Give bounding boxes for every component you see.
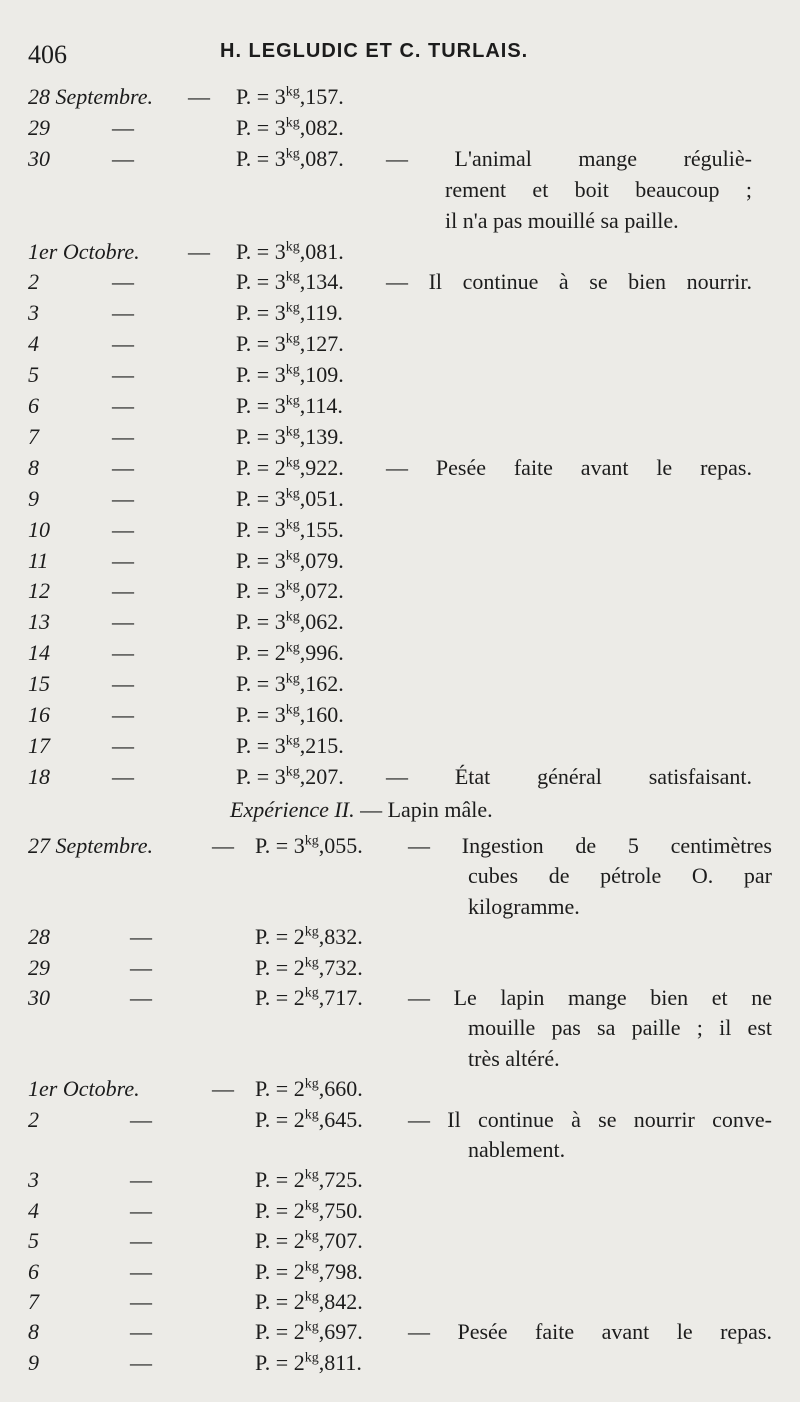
weight-suffix: ,109. xyxy=(299,362,344,388)
weight-value xyxy=(236,269,344,295)
ditto-dash: — xyxy=(130,1228,152,1254)
entry-date: 27 Septembre. xyxy=(28,833,154,858)
weight-suffix: ,055. xyxy=(318,833,363,858)
weight-value xyxy=(236,362,344,388)
weight-prefix: P. = 2 xyxy=(255,1319,305,1345)
log-line xyxy=(0,331,800,361)
weight-prefix: P. = 3 xyxy=(236,393,286,418)
weight-prefix: P. = 3 xyxy=(236,516,286,542)
kg-unit: kg xyxy=(285,331,300,347)
entry-date: 11 xyxy=(28,547,49,573)
weight-prefix: P. = 2 xyxy=(255,1228,305,1254)
kg-unit: kg xyxy=(285,270,300,286)
entry-note: — L'animal mange réguliè- xyxy=(386,145,752,171)
weight-prefix: P. = 2 xyxy=(255,985,305,1010)
entry-date: 4 xyxy=(28,331,39,357)
ditto-dash: — xyxy=(112,423,134,449)
weight-value xyxy=(236,764,344,790)
log-line xyxy=(0,208,800,238)
weight-value xyxy=(255,1076,363,1102)
log-line xyxy=(0,924,800,954)
weight-suffix: ,155. xyxy=(299,516,344,542)
weight-value xyxy=(255,955,363,981)
weight-value xyxy=(236,702,344,728)
weight-value xyxy=(255,924,363,950)
weight-prefix: P. = 3 xyxy=(236,145,286,171)
kg-unit: kg xyxy=(304,985,319,1001)
ditto-dash: — xyxy=(188,84,210,109)
log-line xyxy=(0,300,800,330)
log-line xyxy=(0,1015,800,1045)
entry-date: 3 xyxy=(28,300,39,326)
weight-prefix: P. = 3 xyxy=(236,362,286,388)
kg-unit: kg xyxy=(304,1259,319,1275)
kg-unit: kg xyxy=(304,1320,319,1336)
weight-value xyxy=(236,517,344,543)
entry-note: — État général satisfaisant. xyxy=(386,763,752,789)
entry-note: nablement. xyxy=(468,1137,566,1162)
experiment-subject: Lapin mâle. xyxy=(387,797,493,822)
kg-unit: kg xyxy=(285,702,300,718)
entry-date: 16 xyxy=(28,702,50,727)
experiment-title: Expérience II. xyxy=(230,797,355,822)
weight-value xyxy=(255,1289,363,1315)
weight-value xyxy=(255,985,363,1011)
ditto-dash: — xyxy=(112,331,134,357)
entry-date: 3 xyxy=(28,1167,39,1193)
weight-value xyxy=(236,84,344,110)
weight-suffix: ,051. xyxy=(299,485,344,511)
entry-date: 7 xyxy=(28,1289,39,1314)
ditto-dash: — xyxy=(112,454,134,480)
ditto-dash: — xyxy=(112,362,134,388)
log-line xyxy=(0,985,800,1015)
weight-value xyxy=(255,1167,363,1193)
entry-date: 8 xyxy=(28,1319,39,1345)
weight-prefix: P. = 3 xyxy=(236,238,286,264)
kg-unit: kg xyxy=(285,764,300,780)
log-line xyxy=(0,424,800,454)
experiment-2-heading xyxy=(0,797,800,827)
weight-value xyxy=(236,578,344,604)
weight-prefix: P. = 2 xyxy=(255,1106,305,1132)
weight-value xyxy=(255,1228,363,1254)
weight-suffix: ,842. xyxy=(318,1289,363,1314)
log-line xyxy=(0,1137,800,1167)
weight-prefix: P. = 2 xyxy=(255,1349,305,1375)
entry-date: 2 xyxy=(28,269,39,295)
weight-prefix: P. = 3 xyxy=(236,732,286,758)
weight-value xyxy=(255,1198,363,1224)
weight-prefix: P. = 3 xyxy=(236,423,286,449)
weight-suffix: ,207. xyxy=(299,763,344,789)
ditto-dash: — xyxy=(130,1258,152,1284)
ditto-dash: — xyxy=(112,269,134,295)
heading-separator: — xyxy=(360,797,383,822)
weight-suffix: ,160. xyxy=(299,702,344,727)
weight-prefix: P. = 3 xyxy=(236,547,286,573)
weight-suffix: ,811. xyxy=(318,1349,362,1375)
log-line xyxy=(0,362,800,392)
entry-date: 4 xyxy=(28,1197,39,1223)
weight-value xyxy=(236,455,344,481)
weight-value xyxy=(255,1350,362,1376)
kg-unit: kg xyxy=(285,640,300,656)
log-line xyxy=(0,1167,800,1197)
weight-prefix: P. = 2 xyxy=(255,1258,305,1284)
ditto-dash: — xyxy=(112,702,134,727)
log-line xyxy=(0,455,800,485)
entry-note: cubes de pétrole O. par xyxy=(468,863,772,889)
log-line xyxy=(0,1076,800,1106)
kg-unit: kg xyxy=(285,486,300,502)
entry-date: 1er Octobre. xyxy=(28,1076,140,1102)
log-line xyxy=(0,955,800,985)
log-line xyxy=(0,486,800,516)
weight-value xyxy=(236,640,344,666)
ditto-dash: — xyxy=(130,954,152,980)
weight-value xyxy=(236,115,344,141)
weight-value xyxy=(236,671,344,697)
kg-unit: kg xyxy=(285,733,300,749)
log-line xyxy=(0,84,800,114)
entry-date: 9 xyxy=(28,485,39,511)
ditto-dash: — xyxy=(112,145,134,171)
kg-unit: kg xyxy=(285,579,300,595)
kg-unit: kg xyxy=(285,362,300,378)
entry-date: 30 xyxy=(28,985,50,1010)
weight-value xyxy=(236,424,344,450)
weight-value xyxy=(236,548,344,574)
weight-prefix: P. = 2 xyxy=(236,640,286,666)
weight-prefix: P. = 2 xyxy=(255,1167,305,1193)
log-line xyxy=(0,1198,800,1228)
weight-value xyxy=(236,609,344,635)
entry-date: 15 xyxy=(28,671,50,697)
entry-note: — Pesée faite avant le repas. xyxy=(408,1319,772,1345)
log-line xyxy=(0,702,800,732)
kg-unit: kg xyxy=(285,548,300,564)
weight-suffix: ,832. xyxy=(318,924,363,950)
kg-unit: kg xyxy=(304,1228,319,1244)
entry-date: 17 xyxy=(28,732,50,758)
entry-date: 30 xyxy=(28,145,50,171)
ditto-dash: — xyxy=(112,300,134,326)
kg-unit: kg xyxy=(285,84,300,100)
entry-date: 13 xyxy=(28,609,50,635)
weight-prefix: P. = 2 xyxy=(255,924,305,950)
weight-suffix: ,139. xyxy=(299,423,344,449)
weight-suffix: ,732. xyxy=(318,954,363,980)
kg-unit: kg xyxy=(304,833,319,849)
weight-suffix: ,717. xyxy=(318,985,363,1010)
weight-suffix: ,072. xyxy=(299,578,344,604)
log-line xyxy=(0,1107,800,1137)
weight-prefix: P. = 3 xyxy=(236,269,286,295)
ditto-dash: — xyxy=(112,485,134,511)
entry-date: 7 xyxy=(28,423,39,449)
ditto-dash: — xyxy=(130,924,152,950)
log-line xyxy=(0,115,800,145)
kg-unit: kg xyxy=(285,115,300,131)
entry-note: — Il continue à se nourrir conve- xyxy=(408,1106,772,1132)
log-line xyxy=(0,609,800,639)
weight-suffix: ,922. xyxy=(299,454,344,480)
log-line xyxy=(0,671,800,701)
kg-unit: kg xyxy=(304,1350,319,1366)
log-line xyxy=(0,1259,800,1289)
log-line xyxy=(0,177,800,207)
weight-prefix: P. = 3 xyxy=(255,833,305,858)
entry-date: 9 xyxy=(28,1349,39,1375)
ditto-dash: — xyxy=(212,833,234,858)
weight-suffix: ,162. xyxy=(299,671,344,697)
entry-date: 12 xyxy=(28,578,50,604)
weight-value xyxy=(236,486,344,512)
kg-unit: kg xyxy=(285,239,300,255)
entry-note: très altéré. xyxy=(468,1045,560,1071)
log-line xyxy=(0,1289,800,1319)
log-line xyxy=(0,1350,800,1380)
entry-note: — Il continue à se bien nourrir. xyxy=(386,269,752,295)
weight-value xyxy=(255,833,363,859)
kg-unit: kg xyxy=(304,1289,319,1305)
entry-note: — Le lapin mange bien et ne xyxy=(408,985,772,1010)
entry-note: — Ingestion de 5 centimètres xyxy=(408,833,772,858)
weight-value xyxy=(236,300,343,326)
kg-unit: kg xyxy=(285,393,300,409)
weight-prefix: P. = 3 xyxy=(236,763,286,789)
weight-suffix: ,660. xyxy=(318,1076,363,1102)
log-line xyxy=(0,393,800,423)
weight-value xyxy=(236,733,344,759)
ditto-dash: — xyxy=(112,114,134,140)
log-line xyxy=(0,239,800,269)
kg-unit: kg xyxy=(304,1076,319,1092)
weight-suffix: ,119. xyxy=(299,300,343,326)
kg-unit: kg xyxy=(285,609,300,625)
log-line xyxy=(0,640,800,670)
entry-date: 10 xyxy=(28,516,50,542)
weight-prefix: P. = 3 xyxy=(236,300,286,326)
ditto-dash: — xyxy=(212,1076,234,1102)
weight-suffix: ,707. xyxy=(318,1228,363,1254)
log-line xyxy=(0,146,800,176)
log-line xyxy=(0,269,800,299)
weight-suffix: ,114. xyxy=(299,393,343,418)
weight-prefix: P. = 2 xyxy=(255,954,305,980)
ditto-dash: — xyxy=(188,238,210,264)
ditto-dash: — xyxy=(130,1167,152,1193)
weight-prefix: P. = 3 xyxy=(236,485,286,511)
ditto-dash: — xyxy=(130,1319,152,1345)
log-line xyxy=(0,863,800,893)
entry-note: mouille pas sa paille ; il est xyxy=(468,1015,772,1041)
page-header xyxy=(0,28,800,68)
log-line xyxy=(0,764,800,794)
entry-date: 29 xyxy=(28,114,50,140)
log-line xyxy=(0,517,800,547)
ditto-dash: — xyxy=(130,1106,152,1132)
entry-date: 28 xyxy=(28,924,50,950)
weight-value xyxy=(255,1319,363,1345)
entry-note: rement et boit beaucoup ; xyxy=(445,176,752,202)
log-line xyxy=(0,578,800,608)
ditto-dash: — xyxy=(130,1349,152,1375)
weight-prefix: P. = 2 xyxy=(255,1197,305,1223)
entry-date: 6 xyxy=(28,393,39,418)
kg-unit: kg xyxy=(304,1107,319,1123)
kg-unit: kg xyxy=(285,424,300,440)
kg-unit: kg xyxy=(304,1168,319,1184)
entry-date: 29 xyxy=(28,954,50,980)
weight-suffix: ,079. xyxy=(299,547,344,573)
weight-suffix: ,645. xyxy=(318,1106,363,1132)
running-title: H. LEGLUDIC ET C. TURLAIS. xyxy=(220,40,529,62)
ditto-dash: — xyxy=(112,516,134,542)
ditto-dash: — xyxy=(130,1289,152,1314)
weight-value xyxy=(236,239,344,265)
weight-value xyxy=(255,1107,363,1133)
weight-prefix: P. = 3 xyxy=(236,671,286,697)
log-line xyxy=(0,1046,800,1076)
ditto-dash: — xyxy=(112,547,134,573)
entry-note: — Pesée faite avant le repas. xyxy=(386,454,752,480)
log-line xyxy=(0,894,800,924)
weight-prefix: P. = 3 xyxy=(236,578,286,604)
weight-prefix: P. = 3 xyxy=(236,114,286,140)
kg-unit: kg xyxy=(304,1198,319,1214)
ditto-dash: — xyxy=(112,609,134,635)
weight-prefix: P. = 2 xyxy=(255,1289,305,1314)
weight-prefix: P. = 3 xyxy=(236,609,286,635)
kg-unit: kg xyxy=(304,924,319,940)
weight-value xyxy=(236,146,344,172)
weight-suffix: ,081. xyxy=(299,238,344,264)
entry-date: 28 Septembre. xyxy=(28,84,154,109)
entry-note: il n'a pas mouillé sa paille. xyxy=(445,207,679,233)
log-line xyxy=(0,833,800,863)
weight-prefix: P. = 2 xyxy=(255,1076,305,1102)
ditto-dash: — xyxy=(112,671,134,697)
ditto-dash: — xyxy=(112,578,134,604)
log-line xyxy=(0,733,800,763)
entry-date: 2 xyxy=(28,1106,39,1132)
weight-suffix: ,087. xyxy=(299,145,344,171)
log-line xyxy=(0,1319,800,1349)
page-number: 406 xyxy=(28,40,67,69)
weight-suffix: ,215. xyxy=(299,732,344,758)
ditto-dash: — xyxy=(130,985,152,1010)
ditto-dash: — xyxy=(112,763,134,789)
weight-prefix: P. = 2 xyxy=(236,454,286,480)
kg-unit: kg xyxy=(285,517,300,533)
weight-prefix: P. = 3 xyxy=(236,331,286,357)
weight-suffix: ,157. xyxy=(299,84,344,109)
weight-suffix: ,697. xyxy=(318,1319,363,1345)
kg-unit: kg xyxy=(285,300,300,316)
entry-date: 6 xyxy=(28,1258,39,1284)
ditto-dash: — xyxy=(112,640,134,666)
kg-unit: kg xyxy=(285,455,300,471)
weight-suffix: ,798. xyxy=(318,1258,363,1284)
ditto-dash: — xyxy=(112,393,134,418)
weight-suffix: ,127. xyxy=(299,331,344,357)
entry-note: kilogramme. xyxy=(468,893,580,919)
kg-unit: kg xyxy=(285,671,300,687)
weight-suffix: ,750. xyxy=(318,1197,363,1223)
ditto-dash: — xyxy=(130,1197,152,1223)
log-line xyxy=(0,1228,800,1258)
kg-unit: kg xyxy=(285,146,300,162)
weight-prefix: P. = 3 xyxy=(236,84,286,109)
weight-suffix: ,082. xyxy=(299,114,344,140)
weight-suffix: ,996. xyxy=(299,640,344,666)
weight-value xyxy=(236,393,343,419)
ditto-dash: — xyxy=(112,732,134,758)
entry-date: 18 xyxy=(28,763,50,789)
entry-date: 5 xyxy=(28,1228,39,1254)
weight-value xyxy=(255,1259,363,1285)
entry-date: 5 xyxy=(28,362,39,388)
entry-date: 1er Octobre. xyxy=(28,238,140,264)
weight-suffix: ,062. xyxy=(299,609,344,635)
entry-date: 14 xyxy=(28,640,50,666)
weight-suffix: ,725. xyxy=(318,1167,363,1193)
weight-value xyxy=(236,331,344,357)
weight-suffix: ,134. xyxy=(299,269,344,295)
log-line xyxy=(0,548,800,578)
entry-date: 8 xyxy=(28,454,39,480)
weight-prefix: P. = 3 xyxy=(236,702,286,727)
kg-unit: kg xyxy=(304,955,319,971)
